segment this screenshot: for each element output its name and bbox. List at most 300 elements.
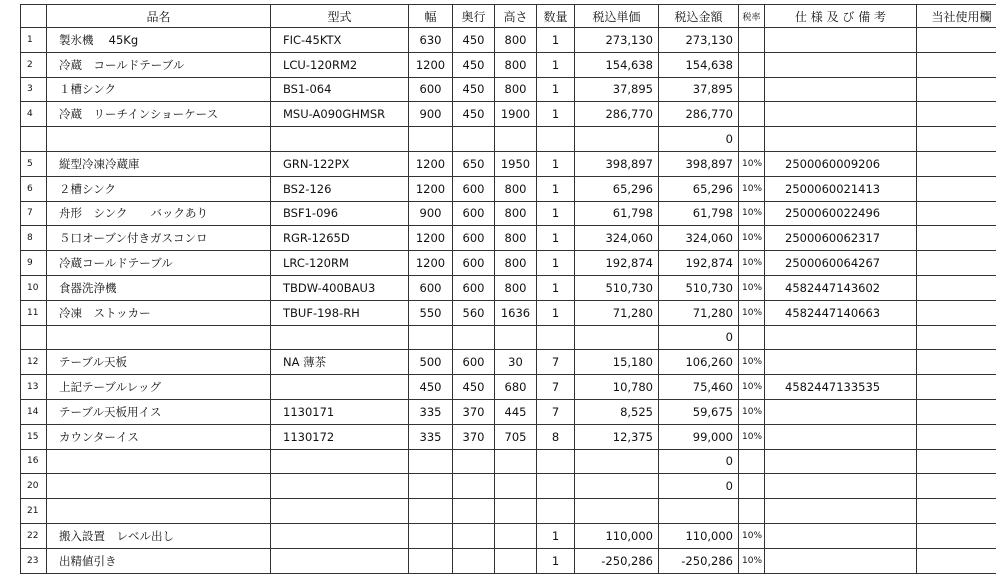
depth: 450 (453, 52, 495, 77)
width: 335 (409, 424, 453, 449)
tax-rate: 10% (739, 251, 765, 276)
internal-use (917, 474, 996, 499)
spec-note (765, 52, 917, 77)
width: 1200 (409, 151, 453, 176)
depth (453, 548, 495, 573)
depth: 600 (453, 201, 495, 226)
quantity: 1 (537, 251, 575, 276)
table-row (21, 449, 996, 474)
unit-price (575, 449, 659, 474)
total-price: 37,895 (659, 77, 739, 102)
item-name (47, 499, 271, 524)
width: 500 (409, 350, 453, 375)
internal-use (917, 176, 996, 201)
item-name (47, 127, 271, 152)
row-number: 20 (21, 474, 47, 499)
internal-use (917, 226, 996, 251)
tax-rate (739, 102, 765, 127)
total-price: 0 (659, 127, 739, 152)
quantity: 1 (537, 151, 575, 176)
model-number (271, 449, 409, 474)
model-number: MSU-A090GHMSR (271, 102, 409, 127)
row-number: 4 (21, 102, 47, 127)
height (495, 474, 537, 499)
header-unit-price: 税込単価 (575, 5, 659, 28)
tax-rate: 10% (739, 151, 765, 176)
height: 800 (495, 52, 537, 77)
unit-price: 398,897 (575, 151, 659, 176)
spec-note: 4582447143602 (765, 275, 917, 300)
item-name: テーブル天板 (47, 350, 271, 375)
width (409, 523, 453, 548)
item-name: 出精値引き (47, 548, 271, 573)
total-price: 71,280 (659, 300, 739, 325)
quantity: 1 (537, 226, 575, 251)
table-row (21, 474, 996, 499)
spec-note (765, 449, 917, 474)
total-price: 398,897 (659, 151, 739, 176)
width: 550 (409, 300, 453, 325)
model-number: GRN-122PX (271, 151, 409, 176)
row-number: 15 (21, 424, 47, 449)
height: 800 (495, 77, 537, 102)
model-number: LRC-120RM (271, 251, 409, 276)
item-name: 縦型冷凍冷蔵庫 (47, 151, 271, 176)
row-number (21, 325, 47, 350)
header-width: 幅 (409, 5, 453, 28)
depth: 600 (453, 251, 495, 276)
table-row (21, 226, 996, 251)
row-number: 8 (21, 226, 47, 251)
height (495, 548, 537, 573)
table-row (21, 201, 996, 226)
row-number: 22 (21, 523, 47, 548)
row-number: 3 (21, 77, 47, 102)
item-name: 搬入設置 レベル出し (47, 523, 271, 548)
header-model: 型式 (271, 5, 409, 28)
internal-use (917, 52, 996, 77)
tax-rate (739, 77, 765, 102)
unit-price (575, 325, 659, 350)
width: 335 (409, 399, 453, 424)
quantity: 1 (537, 28, 575, 53)
item-name: 上記テーブルレッグ (47, 375, 271, 400)
height (495, 127, 537, 152)
quantity: 1 (537, 77, 575, 102)
width: 600 (409, 275, 453, 300)
total-price: -250,286 (659, 548, 739, 573)
depth: 650 (453, 151, 495, 176)
depth: 370 (453, 399, 495, 424)
height: 800 (495, 226, 537, 251)
unit-price: 15,180 (575, 350, 659, 375)
item-name (47, 325, 271, 350)
spec-note: 2500060022496 (765, 201, 917, 226)
depth (453, 499, 495, 524)
total-price (659, 499, 739, 524)
table-row (21, 424, 996, 449)
spec-note: 2500060062317 (765, 226, 917, 251)
table-row (21, 523, 996, 548)
model-number (271, 127, 409, 152)
spec-note: 2500060009206 (765, 151, 917, 176)
width (409, 325, 453, 350)
model-number: LCU-120RM2 (271, 52, 409, 77)
table-row (21, 275, 996, 300)
unit-price: 110,000 (575, 523, 659, 548)
row-number: 23 (21, 548, 47, 573)
internal-use (917, 201, 996, 226)
item-name: テーブル天板用イス (47, 399, 271, 424)
total-price: 510,730 (659, 275, 739, 300)
unit-price (575, 499, 659, 524)
row-number: 1 (21, 28, 47, 53)
quantity: 7 (537, 399, 575, 424)
unit-price (575, 474, 659, 499)
depth (453, 474, 495, 499)
height (495, 449, 537, 474)
quantity: 1 (537, 102, 575, 127)
spec-note: 4582447140663 (765, 300, 917, 325)
height: 705 (495, 424, 537, 449)
height: 680 (495, 375, 537, 400)
internal-use (917, 499, 996, 524)
quantity: 7 (537, 350, 575, 375)
depth: 450 (453, 77, 495, 102)
table-row (21, 251, 996, 276)
row-number: 14 (21, 399, 47, 424)
quantity: 1 (537, 201, 575, 226)
model-number: TBDW-400BAU3 (271, 275, 409, 300)
width: 1200 (409, 52, 453, 77)
quantity (537, 325, 575, 350)
width (409, 499, 453, 524)
depth: 450 (453, 375, 495, 400)
internal-use (917, 375, 996, 400)
internal-use (917, 523, 996, 548)
depth: 450 (453, 102, 495, 127)
unit-price: 286,770 (575, 102, 659, 127)
tax-rate: 10% (739, 226, 765, 251)
row-number: 9 (21, 251, 47, 276)
internal-use (917, 77, 996, 102)
unit-price: 71,280 (575, 300, 659, 325)
row-number: 12 (21, 350, 47, 375)
item-name: 冷凍 ストッカー (47, 300, 271, 325)
item-name: ５口オーブン付きガスコンロ (47, 226, 271, 251)
height: 1950 (495, 151, 537, 176)
height: 1900 (495, 102, 537, 127)
tax-rate: 10% (739, 201, 765, 226)
row-number: 11 (21, 300, 47, 325)
total-price: 59,675 (659, 399, 739, 424)
height: 445 (495, 399, 537, 424)
table-row (21, 77, 996, 102)
table-row (21, 176, 996, 201)
spec-note (765, 474, 917, 499)
tax-rate: 10% (739, 399, 765, 424)
model-number: 1130172 (271, 424, 409, 449)
table-row (21, 350, 996, 375)
spec-note (765, 548, 917, 573)
total-price: 273,130 (659, 28, 739, 53)
spec-note (765, 523, 917, 548)
spec-note (765, 102, 917, 127)
header-qty: 数量 (537, 5, 575, 28)
tax-rate (739, 127, 765, 152)
width (409, 548, 453, 573)
spec-note (765, 127, 917, 152)
height: 800 (495, 28, 537, 53)
spec-note (765, 28, 917, 53)
width: 900 (409, 201, 453, 226)
unit-price: 192,874 (575, 251, 659, 276)
tax-rate: 10% (739, 424, 765, 449)
spec-note (765, 77, 917, 102)
total-price: 106,260 (659, 350, 739, 375)
height (495, 325, 537, 350)
tax-rate (739, 28, 765, 53)
total-price: 324,060 (659, 226, 739, 251)
depth: 560 (453, 300, 495, 325)
header-total: 税込金額 (659, 5, 739, 28)
tax-rate: 10% (739, 176, 765, 201)
depth: 600 (453, 350, 495, 375)
total-price: 0 (659, 325, 739, 350)
unit-price: 37,895 (575, 77, 659, 102)
model-number: NA 薄茶 (271, 350, 409, 375)
header-name: 品名 (47, 5, 271, 28)
spec-note: 2500060021413 (765, 176, 917, 201)
depth (453, 325, 495, 350)
depth: 600 (453, 176, 495, 201)
row-number: 21 (21, 499, 47, 524)
internal-use (917, 300, 996, 325)
table-row (21, 151, 996, 176)
row-number: 5 (21, 151, 47, 176)
tax-rate (739, 325, 765, 350)
table-row (21, 399, 996, 424)
width: 900 (409, 102, 453, 127)
width: 600 (409, 77, 453, 102)
model-number (271, 375, 409, 400)
item-name: ２槽シンク (47, 176, 271, 201)
depth: 450 (453, 28, 495, 53)
quantity: 7 (537, 375, 575, 400)
unit-price: 65,296 (575, 176, 659, 201)
height: 1636 (495, 300, 537, 325)
item-name: 冷蔵 リーチインショーケース (47, 102, 271, 127)
width: 630 (409, 28, 453, 53)
item-name (47, 449, 271, 474)
tax-rate: 10% (739, 350, 765, 375)
total-price: 99,000 (659, 424, 739, 449)
unit-price (575, 127, 659, 152)
table-row (21, 127, 996, 152)
model-number: 1130171 (271, 399, 409, 424)
quantity: 1 (537, 548, 575, 573)
header-height: 高さ (495, 5, 537, 28)
width (409, 474, 453, 499)
height: 30 (495, 350, 537, 375)
internal-use (917, 449, 996, 474)
total-price: 65,296 (659, 176, 739, 201)
row-number: 10 (21, 275, 47, 300)
height: 800 (495, 176, 537, 201)
unit-price: 8,525 (575, 399, 659, 424)
tax-rate (739, 499, 765, 524)
total-price: 0 (659, 474, 739, 499)
quantity: 8 (537, 424, 575, 449)
height: 800 (495, 275, 537, 300)
depth: 600 (453, 275, 495, 300)
unit-price: 154,638 (575, 52, 659, 77)
model-number (271, 523, 409, 548)
total-price: 192,874 (659, 251, 739, 276)
row-number: 13 (21, 375, 47, 400)
tax-rate: 10% (739, 375, 765, 400)
internal-use (917, 127, 996, 152)
quantity: 1 (537, 523, 575, 548)
height (495, 523, 537, 548)
table-row (21, 52, 996, 77)
header-depth: 奥行 (453, 5, 495, 28)
spec-note (765, 399, 917, 424)
item-name: カウンターイス (47, 424, 271, 449)
model-number: FIC-45KTX (271, 28, 409, 53)
quantity: 1 (537, 300, 575, 325)
spec-note (765, 325, 917, 350)
tax-rate (739, 474, 765, 499)
model-number (271, 499, 409, 524)
item-name: 製氷機 45Kg (47, 28, 271, 53)
item-name: 冷蔵コールドテーブル (47, 251, 271, 276)
quantity (537, 127, 575, 152)
quantity (537, 499, 575, 524)
item-name: 冷蔵 コールドテーブル (47, 52, 271, 77)
width (409, 127, 453, 152)
model-number: BSF1-096 (271, 201, 409, 226)
unit-price: 273,130 (575, 28, 659, 53)
depth (453, 523, 495, 548)
quantity: 1 (537, 52, 575, 77)
model-number (271, 474, 409, 499)
header-no (21, 5, 47, 28)
header-spec: 仕 様 及 び 備 考 (765, 5, 917, 28)
unit-price: 12,375 (575, 424, 659, 449)
width: 1200 (409, 226, 453, 251)
unit-price: 10,780 (575, 375, 659, 400)
depth: 370 (453, 424, 495, 449)
spec-note: 2500060064267 (765, 251, 917, 276)
total-price: 61,798 (659, 201, 739, 226)
depth (453, 449, 495, 474)
internal-use (917, 424, 996, 449)
table-row (21, 325, 996, 350)
row-number: 16 (21, 449, 47, 474)
unit-price: 510,730 (575, 275, 659, 300)
header-tax: 税率 (739, 5, 765, 28)
tax-rate (739, 449, 765, 474)
tax-rate: 10% (739, 300, 765, 325)
model-number: BS1-064 (271, 77, 409, 102)
item-name: 舟形 シンク バックあり (47, 201, 271, 226)
model-number: BS2-126 (271, 176, 409, 201)
quantity: 1 (537, 176, 575, 201)
table-row (21, 28, 996, 53)
internal-use (917, 251, 996, 276)
width: 450 (409, 375, 453, 400)
header-row (21, 5, 996, 28)
model-number: TBUF-198-RH (271, 300, 409, 325)
unit-price: 61,798 (575, 201, 659, 226)
height (495, 499, 537, 524)
spec-note (765, 424, 917, 449)
total-price: 75,460 (659, 375, 739, 400)
quantity (537, 449, 575, 474)
tax-rate (739, 52, 765, 77)
internal-use (917, 325, 996, 350)
unit-price: -250,286 (575, 548, 659, 573)
spec-note (765, 499, 917, 524)
row-number (21, 127, 47, 152)
header-internal: 当社使用欄 (917, 5, 996, 28)
model-number (271, 325, 409, 350)
internal-use (917, 275, 996, 300)
row-number: 6 (21, 176, 47, 201)
depth (453, 127, 495, 152)
spec-note (765, 350, 917, 375)
internal-use (917, 102, 996, 127)
width (409, 449, 453, 474)
table-row (21, 499, 996, 524)
internal-use (917, 350, 996, 375)
table-row (21, 375, 996, 400)
spec-note: 4582447133535 (765, 375, 917, 400)
total-price: 286,770 (659, 102, 739, 127)
total-price: 154,638 (659, 52, 739, 77)
table-row (21, 300, 996, 325)
item-name (47, 474, 271, 499)
total-price: 0 (659, 449, 739, 474)
table-row (21, 548, 996, 573)
internal-use (917, 151, 996, 176)
row-number: 7 (21, 201, 47, 226)
width: 1200 (409, 176, 453, 201)
tax-rate: 10% (739, 275, 765, 300)
unit-price: 324,060 (575, 226, 659, 251)
width: 1200 (409, 251, 453, 276)
quantity: 1 (537, 275, 575, 300)
depth: 600 (453, 226, 495, 251)
model-number: RGR-1265D (271, 226, 409, 251)
tax-rate: 10% (739, 523, 765, 548)
height: 800 (495, 251, 537, 276)
tax-rate: 10% (739, 548, 765, 573)
model-number (271, 548, 409, 573)
row-number: 2 (21, 52, 47, 77)
table-row (21, 102, 996, 127)
estimate-table (20, 4, 996, 574)
internal-use (917, 399, 996, 424)
item-name: １槽シンク (47, 77, 271, 102)
quantity (537, 474, 575, 499)
total-price: 110,000 (659, 523, 739, 548)
item-name: 食器洗浄機 (47, 275, 271, 300)
height: 800 (495, 201, 537, 226)
internal-use (917, 548, 996, 573)
internal-use (917, 28, 996, 53)
